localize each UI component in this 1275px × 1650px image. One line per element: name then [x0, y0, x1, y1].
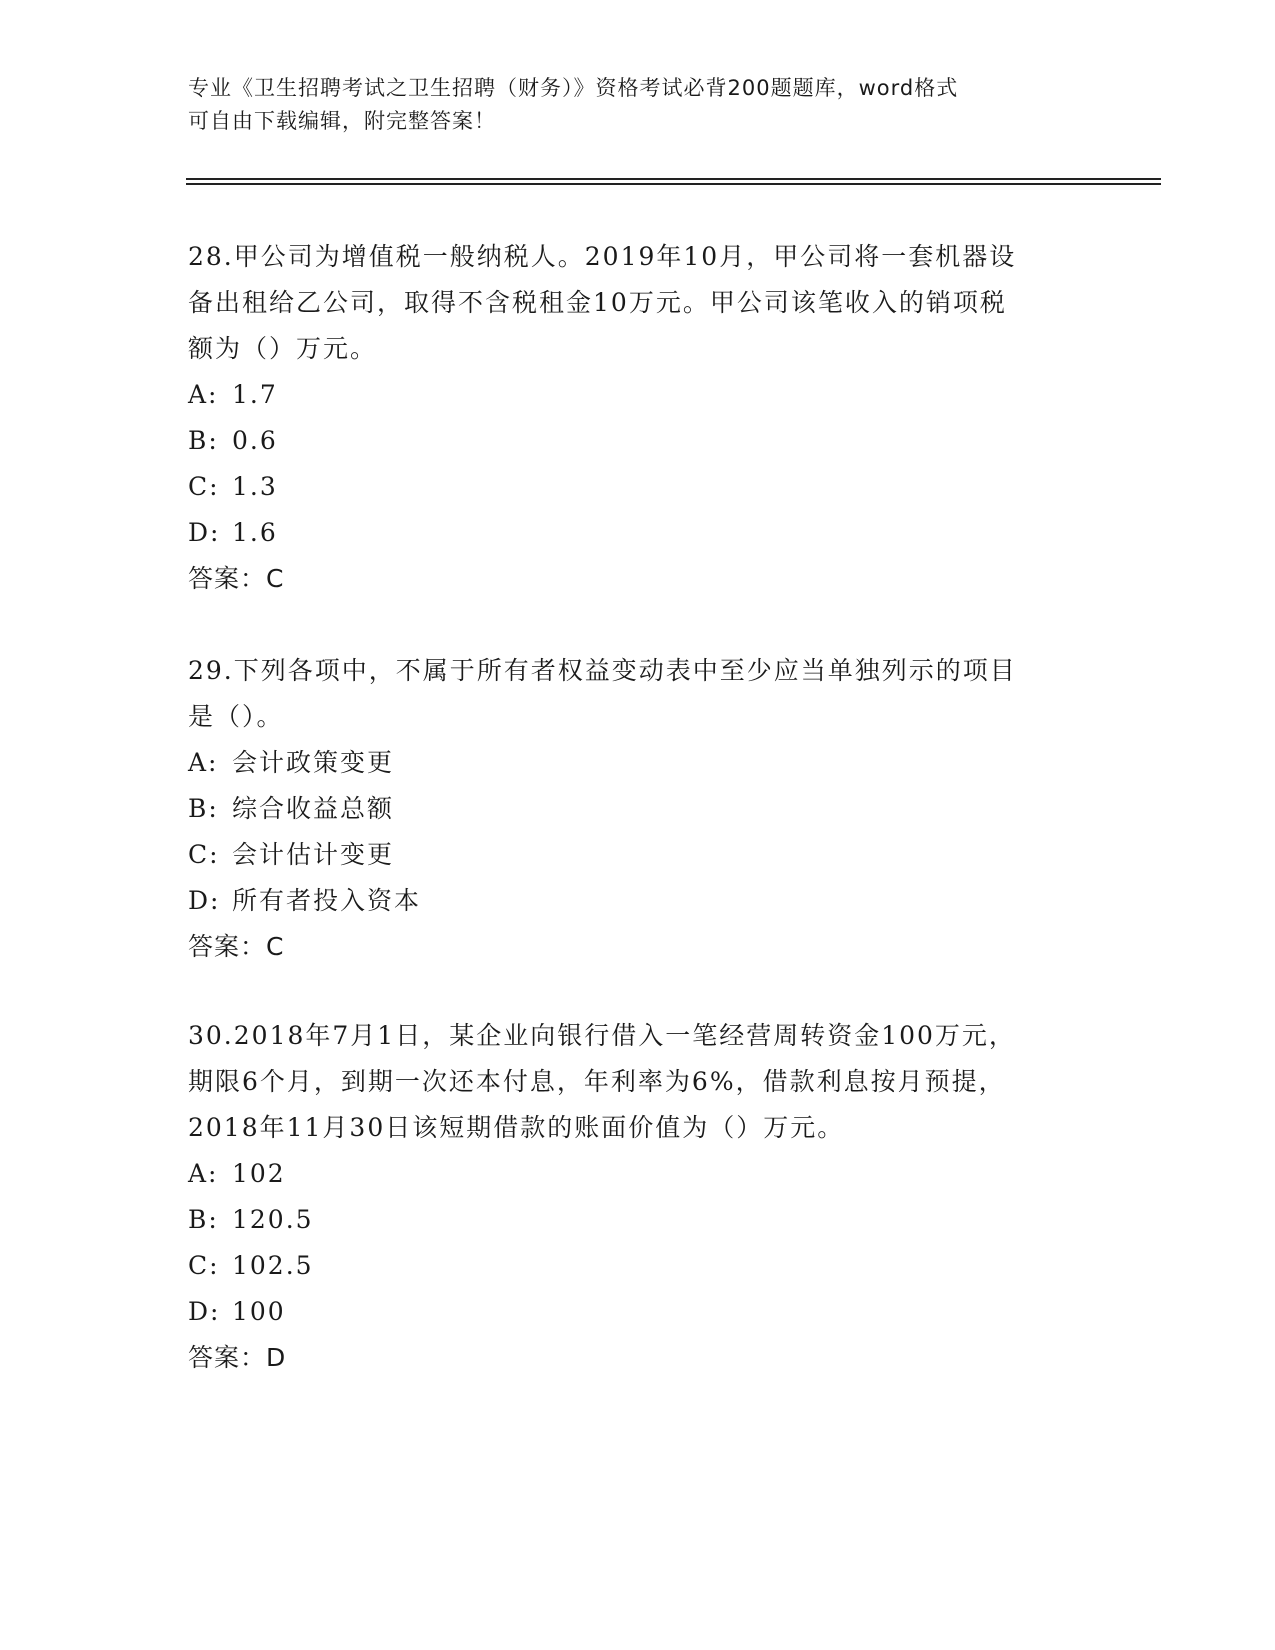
option-a	[188, 1151, 1088, 1197]
document-header	[188, 72, 1088, 138]
option-text: 1.6	[232, 518, 278, 547]
question-stem-line: 28.甲公司为增值税一般纳税人。2019年10月，甲公司将一套机器设	[188, 242, 1017, 271]
option-b	[188, 1197, 1088, 1243]
header-divider-bottom	[186, 183, 1161, 185]
option-c	[188, 1243, 1088, 1289]
question-stem	[188, 1013, 1088, 1151]
option-text: 1.7	[232, 380, 278, 409]
option-c	[188, 464, 1088, 510]
question-30	[188, 1013, 1088, 1381]
question-stem	[188, 648, 1088, 740]
option-letter: B:	[188, 426, 219, 455]
question-stem-line: 备出租给乙公司，取得不含税租金10万元。甲公司该笔收入的销项税	[188, 288, 1007, 317]
option-letter: B:	[188, 1205, 219, 1234]
option-text: 1.3	[232, 472, 278, 501]
option-b	[188, 418, 1088, 464]
option-letter: A:	[188, 1159, 219, 1188]
option-a	[188, 740, 1088, 786]
header-divider-top	[186, 178, 1161, 180]
option-text: 会计政策变更	[232, 748, 395, 777]
option-d	[188, 510, 1088, 556]
option-b	[188, 786, 1088, 832]
question-stem	[188, 234, 1088, 372]
answer-line: 答案：D	[188, 1343, 287, 1372]
option-d	[188, 878, 1088, 924]
question-stem-line: 2018年11月30日该短期借款的账面价值为（）万元。	[188, 1113, 845, 1142]
option-d	[188, 1289, 1088, 1335]
option-text: 102.5	[232, 1251, 314, 1280]
question-stem-line: 期限6个月，到期一次还本付息，年利率为6%，借款利息按月预提，	[188, 1067, 1006, 1096]
option-letter: A:	[188, 380, 219, 409]
option-letter: A:	[188, 748, 219, 777]
option-letter: D:	[188, 886, 221, 915]
header-title-line-1: 专业《卫生招聘考试之卫生招聘（财务）》资格考试必背200题题库，word格式	[188, 76, 959, 100]
question-28	[188, 234, 1088, 602]
option-c	[188, 832, 1088, 878]
option-letter: D:	[188, 518, 221, 547]
option-letter: C:	[188, 1251, 220, 1280]
header-title-line-2: 可自由下载编辑，附完整答案！	[188, 109, 496, 133]
option-letter: C:	[188, 840, 220, 869]
option-text: 102	[232, 1159, 286, 1188]
option-a	[188, 372, 1088, 418]
answer-line: 答案：C	[188, 932, 285, 961]
option-letter: D:	[188, 1297, 221, 1326]
option-text: 所有者投入资本	[232, 886, 422, 915]
option-text: 0.6	[232, 426, 278, 455]
question-stem-line: 30.2018年7月1日，某企业向银行借入一笔经营周转资金100万元，	[188, 1021, 1016, 1050]
option-text: 120.5	[232, 1205, 314, 1234]
option-letter: B:	[188, 794, 219, 823]
question-stem-line: 29.下列各项中，不属于所有者权益变动表中至少应当单独列示的项目	[188, 656, 1017, 685]
option-text: 综合收益总额	[232, 794, 395, 823]
question-stem-line: 额为（）万元。	[188, 334, 378, 363]
option-text: 100	[232, 1297, 286, 1326]
answer-line: 答案：C	[188, 564, 285, 593]
option-letter: C:	[188, 472, 220, 501]
question-29	[188, 648, 1088, 970]
option-text: 会计估计变更	[232, 840, 395, 869]
question-stem-line: 是（）。	[188, 702, 284, 731]
